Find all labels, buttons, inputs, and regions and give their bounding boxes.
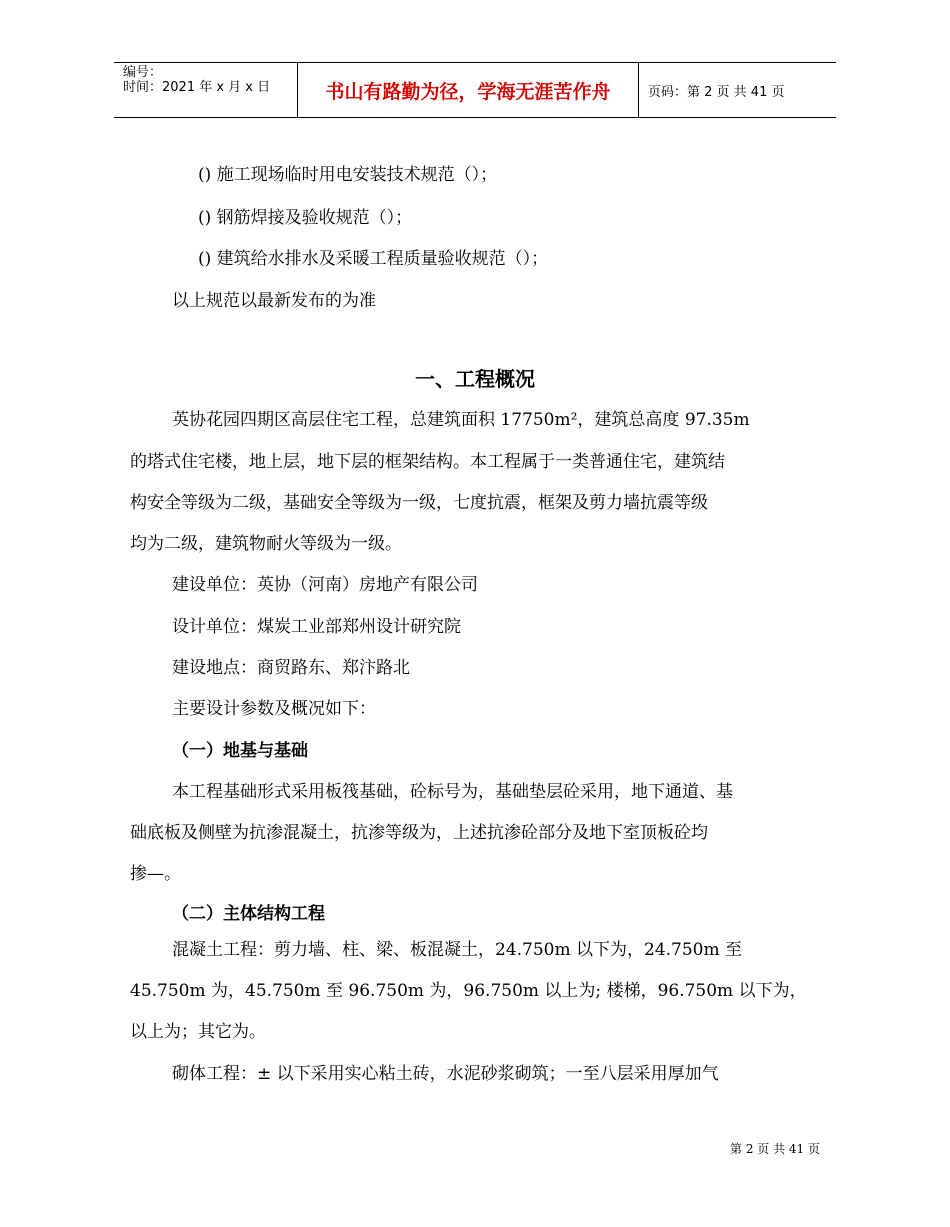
page-footer: 第 2 页 共 41 页 — [730, 1142, 820, 1156]
overview-line-2: 的塔式住宅楼，地上层，地下层的框架结构。本工程属于一类普通住宅，建筑结 — [130, 452, 725, 472]
structure-line-2: 45.750m 为，45.750m 至 96.750m 为，96.750m 以上为; 楼梯，96.750m 以下为， — [130, 981, 807, 1001]
params-intro: 主要设计参数及概况如下： — [172, 699, 376, 719]
header-page-info: 页码：第 2 页 共 41 页 — [648, 84, 785, 100]
header-motto: 书山有路勤为径，学海无涯苦作舟 — [298, 63, 639, 117]
header-meta — [114, 63, 298, 117]
foundation-line-3: 掺—。 — [130, 864, 181, 884]
spec-line-1: () 施工现场临时用电安装技术规范（）； — [198, 165, 498, 185]
spec-line-3: () 建筑给水排水及采暖工程质量验收规范（）； — [198, 249, 549, 269]
foundation-line-1: 本工程基础形式采用板筏基础，砼标号为，基础垫层砼采用，地下通道、基 — [172, 782, 733, 802]
structure-line-1: 混凝土工程：剪力墙、柱、梁、板混凝土，24.750m 以下为，24.750m 至 — [172, 940, 743, 960]
overview-line-4: 均为二级，建筑物耐火等级为一级。 — [130, 534, 402, 554]
overview-line-3: 构安全等级为二级，基础安全等级为一级，七度抗震，框架及剪力墙抗震等级 — [130, 493, 708, 513]
page-header — [114, 62, 836, 118]
overview-line-1: 英协花园四期区高层住宅工程，总建筑面积 17750m²，建筑总高度 97.35m — [172, 410, 750, 430]
designer-line: 设计单位：煤炭工业部郑州设计研究院 — [172, 617, 461, 637]
foundation-line-2: 础底板及侧壁为抗渗混凝土，抗渗等级为，上述抗渗砼部分及地下室顶板砼均 — [130, 823, 708, 843]
builder-line: 建设单位：英协（河南）房地产有限公司 — [172, 575, 478, 595]
time-label: 时间：2021 年 x 月 x 日 — [123, 80, 271, 95]
structure-line-3: 以上为；其它为。 — [130, 1022, 266, 1042]
spec-line-2: () 钢筋焊接及验收规范（）； — [198, 208, 413, 228]
location-line: 建设地点：商贸路东、郑汴路北 — [172, 658, 410, 678]
masonry-line: 砌体工程：± 以下采用实心粘土砖，水泥砂浆砌筑；一至八层采用厚加气 — [172, 1064, 719, 1084]
section-title: 一、工程概况 — [415, 367, 535, 391]
subsection-title-structure: （二）主体结构工程 — [172, 904, 325, 924]
subsection-title-foundation: （一）地基与基础 — [172, 741, 308, 761]
spec-note: 以上规范以最新发布的为准 — [172, 291, 376, 311]
code-label: 编号： — [123, 65, 163, 80]
